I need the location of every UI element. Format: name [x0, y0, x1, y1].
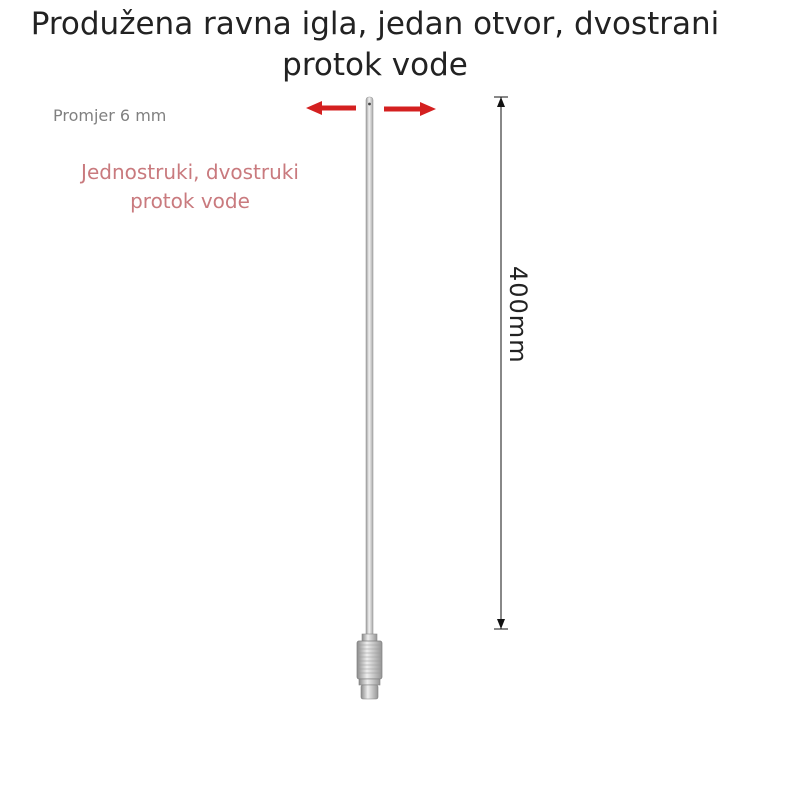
right-flow-arrow-icon: [384, 102, 436, 116]
water-flow-label-line-1: Jednostruki, dvostruki: [81, 160, 299, 184]
length-dimension-line: [494, 97, 508, 629]
length-dimension-label: 400mm: [504, 266, 532, 364]
left-flow-arrow-icon: [306, 101, 356, 115]
connector-fitting: [357, 634, 382, 699]
water-hole-icon: [368, 103, 371, 106]
water-flow-label-line-2: protok vode: [130, 189, 250, 213]
product-title-line-2: protok vode: [282, 47, 468, 83]
needle-rod: [366, 97, 373, 637]
diameter-label: Promjer 6 mm: [53, 106, 167, 125]
product-title-line-1: Produžena ravna igla, jedan otvor, dvostrani: [30, 6, 720, 42]
